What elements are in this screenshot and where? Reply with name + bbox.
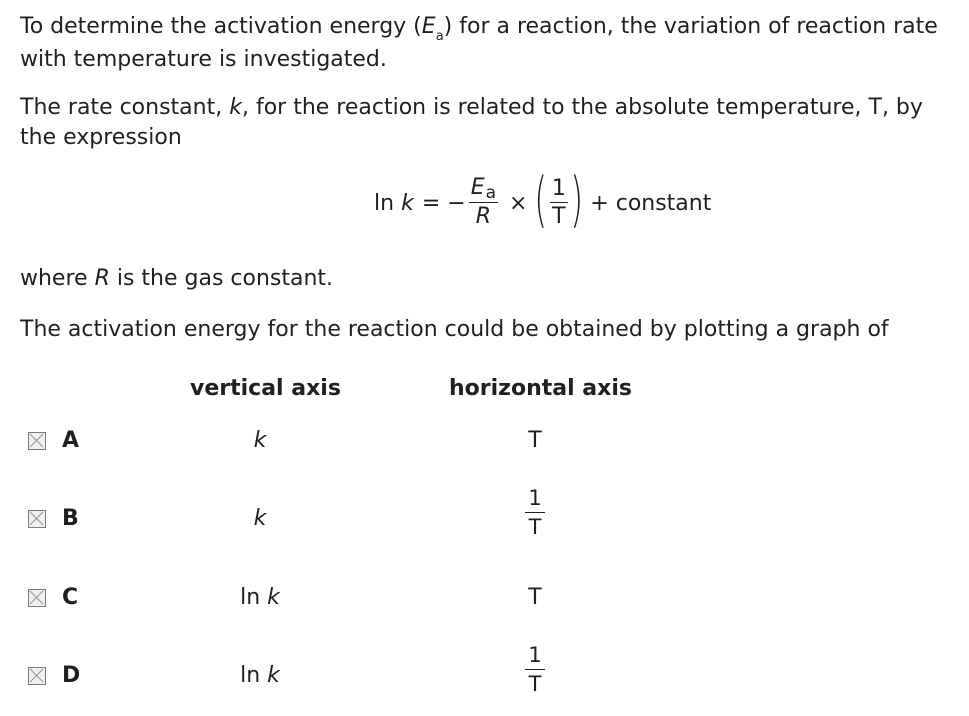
eq-times: × xyxy=(509,190,528,216)
eq-ln: ln xyxy=(374,190,395,216)
option-c-letter: C xyxy=(62,585,79,610)
horizontal-axis-header: horizontal axis xyxy=(449,376,632,401)
option-a-vertical xyxy=(220,428,300,453)
option-d-row xyxy=(0,643,969,697)
option-b-checkbox[interactable] xyxy=(28,510,46,528)
crossed-box-icon xyxy=(29,433,44,448)
option-d-vertical-prefix: ln xyxy=(240,663,268,688)
ea-symbol: E xyxy=(421,14,436,39)
option-c-checkbox[interactable] xyxy=(28,589,46,607)
ea-subscript: a xyxy=(435,29,444,44)
vertical-axis-header: vertical axis xyxy=(190,376,341,401)
k-symbol: k xyxy=(229,95,242,120)
option-d-fraction xyxy=(525,643,544,696)
option-b-letter: B xyxy=(62,506,79,531)
intro-paragraph xyxy=(20,12,950,75)
relation-text-end: , for the reaction is related to the absolute temperature, T, by the expression xyxy=(20,95,923,150)
option-b-horizontal xyxy=(495,486,575,539)
option-c-row xyxy=(0,579,969,619)
eq-plus-constant: + constant xyxy=(590,190,712,216)
option-d-vertical-var: k xyxy=(267,663,280,688)
option-b-denominator: T xyxy=(528,515,542,539)
option-b-vertical xyxy=(220,506,300,531)
eq-equals-minus: = − xyxy=(421,190,466,216)
eq-ea: E xyxy=(470,175,485,200)
option-c-horizontal: T xyxy=(528,585,542,610)
option-d-horizontal xyxy=(495,643,575,696)
question-text: The activation energy for the reaction could be obtained by plotting a graph of xyxy=(20,317,889,342)
eq-r: R xyxy=(475,204,491,229)
option-d-numerator: 1 xyxy=(525,643,544,670)
note-text-start: where xyxy=(20,266,95,291)
ea-over-r-fraction xyxy=(469,176,498,230)
option-b-fraction xyxy=(525,486,544,539)
eq-right-paren: ) xyxy=(570,165,584,235)
option-c-vertical-prefix: ln xyxy=(240,585,268,610)
option-b-vertical-var: k xyxy=(253,506,267,531)
crossed-box-icon xyxy=(29,668,44,683)
gas-constant-note xyxy=(20,264,950,294)
eq-t: T xyxy=(552,203,566,229)
option-a-vertical-var: k xyxy=(253,428,267,453)
arrhenius-equation xyxy=(374,165,712,238)
intro-text-end: ) for a reaction, the variation of reaction rate with temperature is investigated. xyxy=(20,14,938,72)
eq-k: k xyxy=(401,190,414,216)
option-b-row xyxy=(0,486,969,540)
crossed-box-icon xyxy=(29,590,44,605)
option-c-vertical-var: k xyxy=(267,585,280,610)
option-a-checkbox[interactable] xyxy=(28,432,46,450)
one-over-t-fraction xyxy=(550,177,568,230)
option-d-letter: D xyxy=(62,663,81,688)
eq-ea-subscript: a xyxy=(485,183,497,203)
option-c-vertical xyxy=(220,585,300,610)
option-d-vertical xyxy=(220,663,300,688)
intro-text-start: To determine the activation energy ( xyxy=(20,14,422,39)
note-text-end: is the gas constant. xyxy=(109,266,334,291)
option-a-letter: A xyxy=(62,428,80,453)
option-d-denominator: T xyxy=(528,672,542,696)
relation-text-start: The rate constant, xyxy=(20,95,230,120)
option-b-numerator: 1 xyxy=(525,486,544,513)
eq-left-paren: ( xyxy=(534,165,548,235)
note-r-symbol: R xyxy=(94,266,110,291)
option-a-horizontal: T xyxy=(528,428,542,453)
relation-paragraph xyxy=(20,93,950,153)
option-d-checkbox[interactable] xyxy=(28,667,46,685)
option-a-row xyxy=(0,422,969,462)
crossed-box-icon xyxy=(29,511,44,526)
eq-one: 1 xyxy=(551,175,566,201)
